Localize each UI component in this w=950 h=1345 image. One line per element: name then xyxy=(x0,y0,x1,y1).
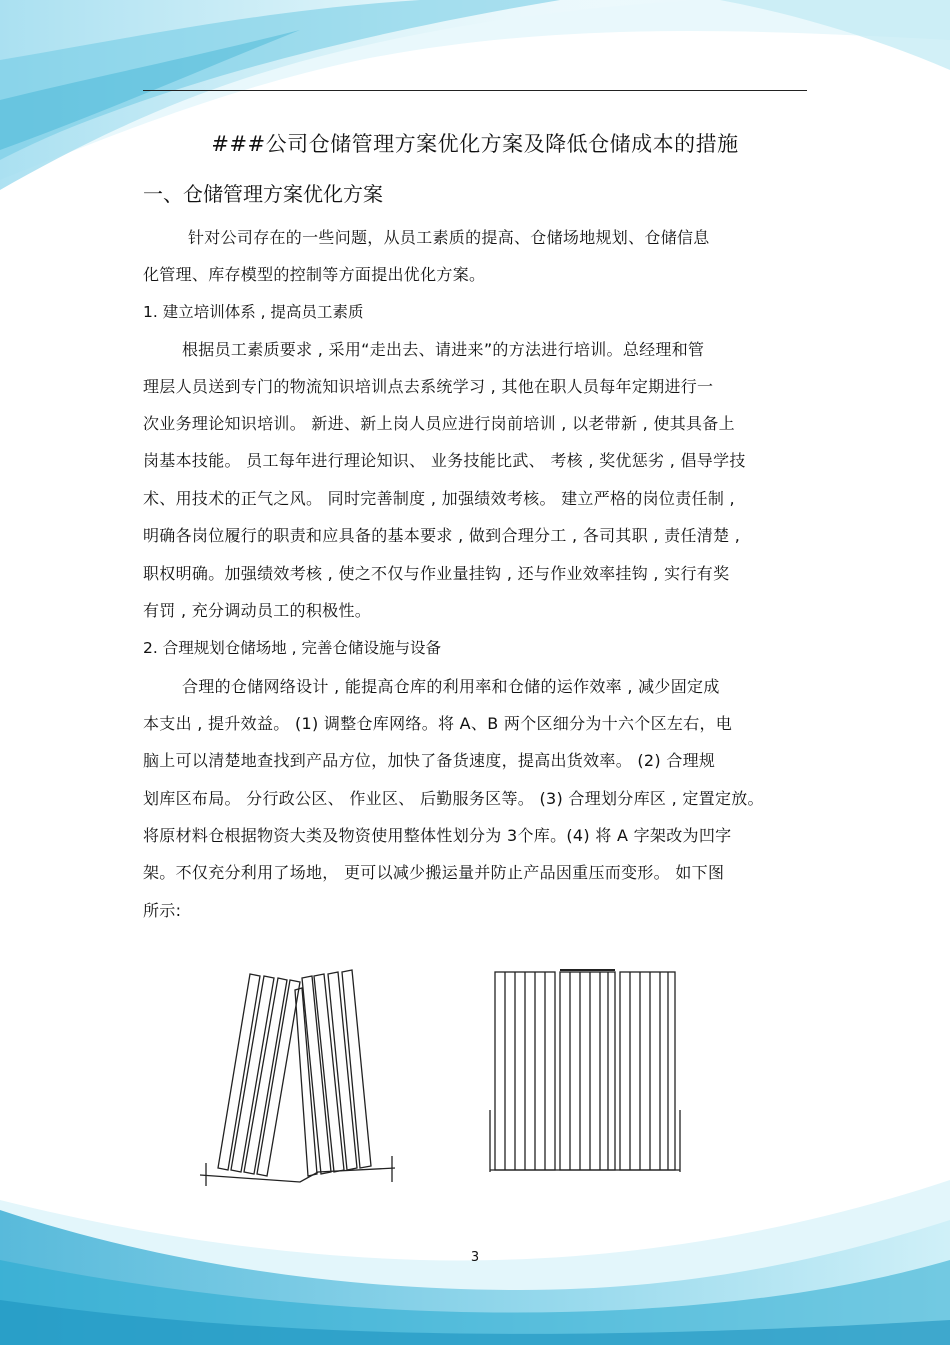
section-heading-1: 一、仓储管理方案优化方案 xyxy=(143,182,383,206)
intro-line-2: 化管理、库存模型的控制等方面提出优化方案。 xyxy=(143,265,486,284)
concave-rack-drawing xyxy=(490,970,680,1172)
para2-line-4: 划库区布局。 分行政公区、 作业区、 后勤服务区等。 (3) 合理划分库区 , 定置定放。 xyxy=(143,789,764,808)
page-number: 3 xyxy=(470,1250,480,1265)
header-rule xyxy=(143,90,807,91)
para1-line-6: 明确各岗位履行的职责和应具备的基本要求 , 做到合理分工 , 各司其职 , 责任清楚 , xyxy=(143,526,741,545)
intro-line-1: 针对公司存在的一些问题，从员工素质的提高、仓储场地规划、仓储信息 xyxy=(188,228,710,247)
para1-line-7: 职权明确。加强绩效考核 , 使之不仅与作业量挂钩 , 还与作业效率挂钩 , 实行有奖 xyxy=(143,564,730,583)
para1-line-1: 根据员工素质要求 , 采用“走出去、请进来”的方法进行培训。总经理和管 xyxy=(182,340,705,359)
document-title: ###公司仓储管理方案优化方案及降低仓储成本的措施 xyxy=(211,132,739,156)
para2-line-2: 本支出 , 提升效益。 (1) 调整仓库网络。将 A、B 两个区细分为十六个区左右，电 xyxy=(143,714,733,733)
para2-line-6: 架。不仅充分利用了场地， 更可以减少搬运量并防止产品因重压而变形。 如下图 xyxy=(143,863,725,882)
para2-line-3: 脑上可以清楚地查找到产品方位，加快了备货速度，提高出货效率。 (2) 合理规 xyxy=(143,751,716,770)
para2-line-7: 所示: xyxy=(143,901,182,920)
a-frame-rack-drawing xyxy=(200,970,395,1186)
para1-line-2: 理层人员送到专门的物流知识培训点去系统学习 , 其他在职人员每年定期进行一 xyxy=(143,377,714,396)
para2-line-5: 将原材料仓根据物资大类及物资使用整体性划分为 3个库。(4) 将 A 字架改为凹字 xyxy=(143,826,732,845)
subheading-2: 2. 合理规划仓储场地 , 完善仓储设施与设备 xyxy=(143,639,441,657)
para2-line-1: 合理的仓储网络设计 , 能提高仓库的利用率和仓储的运作效率 , 减少固定成 xyxy=(182,677,720,696)
rack-comparison-figure xyxy=(190,960,700,1190)
subheading-1: 1. 建立培训体系 , 提高员工素质 xyxy=(143,303,364,321)
para1-line-4: 岗基本技能。 员工每年进行理论知识、 业务技能比武、 考核 , 奖优惩劣 , 倡导学技 xyxy=(143,451,746,470)
para1-line-8: 有罚 , 充分调动员工的积极性。 xyxy=(143,601,372,620)
para1-line-3: 次业务理论知识培训。 新进、新上岗人员应进行岗前培训 , 以老带新 , 使其具备上 xyxy=(143,414,735,433)
para1-line-5: 术、用技术的正气之风。 同时完善制度 , 加强绩效考核。 建立严格的岗位责任制 , xyxy=(143,489,735,508)
